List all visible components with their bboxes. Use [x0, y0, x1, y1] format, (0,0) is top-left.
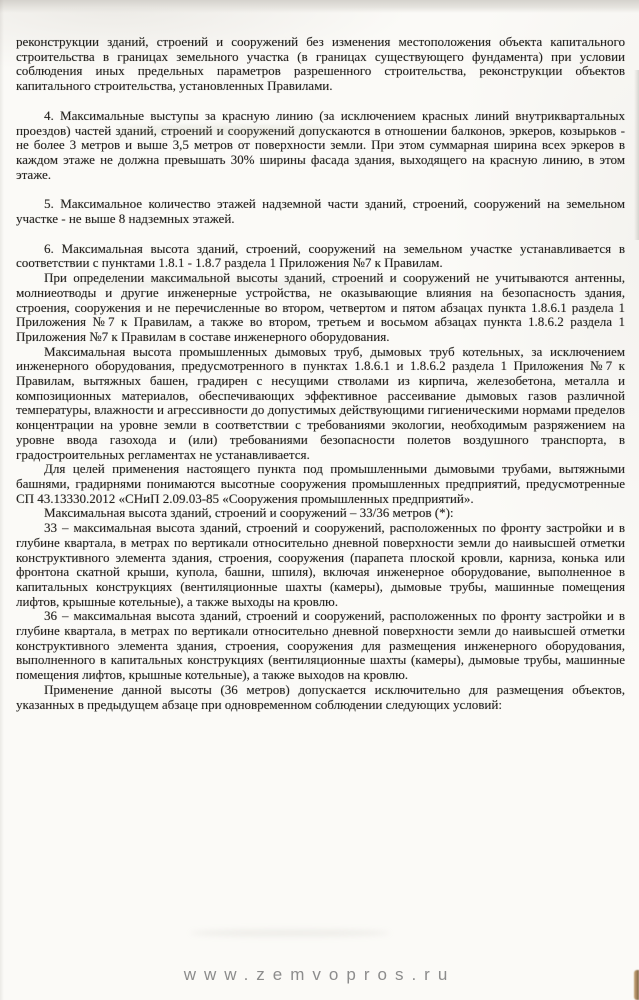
scan-edge-shade-right — [634, 70, 639, 240]
scan-edge-artifact-corner — [634, 970, 639, 1000]
paragraph-clause-5-max-floors: 5. Максимальное количество этажей надземной части зданий, строений, сооружений на земельном участке - не выше 8 надземных этажей. — [16, 196, 625, 227]
paragraph-application-36-conditions: Применение данной высоты (36 метров) допускается исключительно для размещения объектов, указанных в предыдущем абзаце при одновременном соблюдении следующих условий: — [16, 681, 625, 712]
paragraph-definition-33-meters: 33 – максимальная высота зданий, строений и сооружений, расположенных по фронту застройки и в глубине квартала, в метрах по вертикали относительно дневной поверхности земли до наивысшей отметки конструктивного элемента здания, строения, сооружения (парапета плоской кровли, карниза, конька или фронтона скатной крыши, купола, башни, шпиля), включая инженерное оборудование, выполненное в капитальных конструкциях (вентиляционные шахты (камеры), дымовые трубы, машинные помещения лифтов, крышные котельные), а также выходы на кровлю. — [16, 520, 625, 609]
paragraph-clause-4-max-projections: 4. Максимальные выступы за красную линию (за исключением красных линий внутриквартальных проездов) частей зданий, строений и сооружений допускаются в отношении балконов, эркеров, козырьков - не более 3 метров и выше 3,5 метров от поверхности земли. При этом суммарная ширина всех эркеров в каждом этаже не должна превышать 30% ширины фасада здания, выходящего на красную линию, в этом этаже. — [16, 107, 625, 182]
paragraph-industrial-chimneys: Максимальная высота промышленных дымовых труб, дымовых труб котельных, за исключением инженерного оборудования, предусмотренного в пунктах 1.8.6.1 и 1.8.6.2 раздела 1 Приложения №7 к Правилам, вытяжных башен, градирен с несущими стволами из кирпича, железобетона, металла и композиционных материалов, обеспечивающих эффективное рассеивание дымовых газов различной температуры, влажности и агрессивности до допустимых действующими гигиеническими нормами пределов концентрации на уровне земли в соответствии с требованиями экологии, необходимым разряжением на уровне ввода газохода и (или) требованиями безопасности полетов воздушного транспорта, в градостроительных регламентах не устанавливается. — [16, 343, 625, 462]
paragraph-clause-6-max-height: 6. Максимальная высота зданий, строений, сооружений на земельном участке устанавливается в соответствии с пунктами 1.8.1 - 1.8.7 раздела 1 Приложения №7 к Правилам. — [16, 240, 625, 271]
scan-edge-shadow-left — [0, 0, 4, 1000]
paragraph-max-height-33-36: Максимальная высота зданий, строений и сооружений – 33/36 метров (*): — [44, 505, 454, 521]
scan-edge-artifact-top — [0, 0, 639, 13]
paragraph-height-exclusions: При определении максимальной высоты зданий, строений и сооружений не учитываются антенны, молниеотводы и другие инженерные устройства, не оказывающие влияния на безопасность здания, строения, сооружения и не перечисленные во втором, четвертом и пятом абзацах пункта 1.8.6.1 раздела 1 Приложения №7 к Правилам, а также во втором, третьем и восьмом абзацах пункта 1.8.6.2 раздела 1 Приложения №7 к Правилам в составе инженерного оборудования. — [16, 270, 625, 344]
paragraph-continuation-reconstruction: реконструкции зданий, строений и сооружений без изменения местоположения объекта капитального строительства в границах земельного участка (в границах существующего фундамента) при условии соблюдения иных предельных параметров разрешенного строительства, реконструкции объектов капитального строительства, установленных Правилами. — [16, 34, 625, 94]
watermark-url: www.zemvopros.ru — [183, 965, 456, 984]
paragraph-definitions-sp: Для целей применения настоящего пункта под промышленными дымовыми трубами, вытяжными башнями, градирнями понимаются высотные сооружения промышленных предприятий, предусмотренные СП 43.13330.2012 «СНиП 2.09.03-85 «Сооружения промышленных предприятий». — [16, 461, 625, 506]
document-text-block — [16, 35, 625, 712]
paragraph-definition-36-meters: 36 – максимальная высота зданий, строений и сооружений, расположенных по фронту застройки и в глубине квартала, в метрах по вертикали относительно дневной поверхности земли до наивысшей отметки конструктивного элемента здания, строения, сооружения для размещения инженерного оборудования, выполненного в капитальных конструкциях (вентиляционные шахты (камеры), дымовые трубы, машинные помещения лифтов, крышные котельные), а также выходов на кровлю. — [16, 608, 625, 683]
scan-smudge-artifact — [190, 929, 390, 937]
